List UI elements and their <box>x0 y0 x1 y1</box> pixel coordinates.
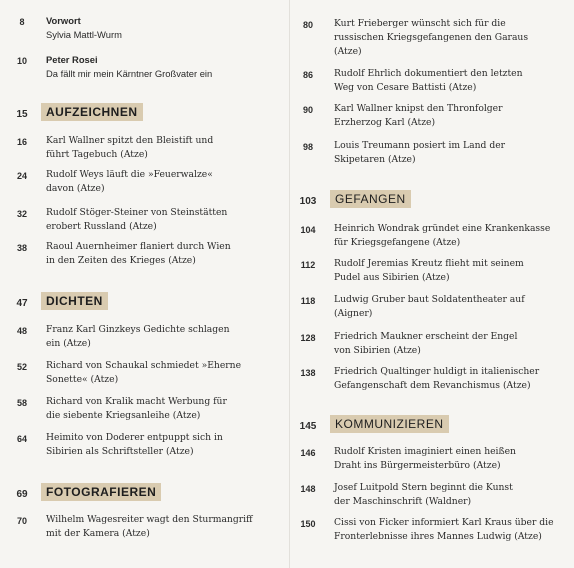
toc-entry: Louis Treumann posiert im Land der Skipetaren (Atze) <box>334 140 506 165</box>
toc-entry: Cissi von Ficker informiert Karl Kraus über die Fronterlebnisse ihres Mannes Ludwig (Atze) <box>334 517 554 542</box>
page-number: 146 <box>300 448 316 458</box>
toc-entry: Raoul Auernheimer flaniert durch Wien in den Zeiten des Krieges (Atze) <box>46 241 231 266</box>
section-page-number: 103 <box>299 196 317 207</box>
section-page-number: 145 <box>299 421 317 432</box>
section-heading-kommunizieren: KOMMUNIZIEREN <box>330 415 449 433</box>
toc-entry: Franz Karl Ginzkeys Gedichte schlagen ein (Atze) <box>46 324 230 349</box>
page-number: 98 <box>302 142 313 152</box>
toc-entry: Rudolf Jeremias Kreutz flieht mit seinem Pudel aus Sibirien (Atze) <box>334 258 524 283</box>
toc-entry: Josef Luitpold Stern beginnt die Kunst der Maschinschrift (Waldner) <box>334 482 513 507</box>
section-heading-aufzeichnen: AUFZEICHNEN <box>41 103 143 121</box>
page-number: 118 <box>300 296 316 306</box>
page-number: 48 <box>16 326 27 336</box>
toc-entry: Rudolf Stöger-Steiner von Steinstätten erobert Russland (Atze) <box>46 207 228 232</box>
page-number: 148 <box>300 484 316 494</box>
page-number: 58 <box>16 398 27 408</box>
section-heading-gefangen: GEFANGEN <box>330 190 411 208</box>
toc-entry-vorwort: Vorwort Sylvia Mattl-Wurm <box>46 15 122 40</box>
toc-entry: Friedrich Maukner erscheint der Engel von Sibirien (Atze) <box>334 331 518 356</box>
page-number: 32 <box>16 209 27 219</box>
toc-entry: Heimito von Doderer entpuppt sich in Sibirien als Schriftsteller (Atze) <box>46 432 223 457</box>
section-page-number: 69 <box>16 489 28 500</box>
section-heading-dichten: DICHTEN <box>41 292 108 310</box>
toc-entry: Rudolf Weys läuft die »Feuerwalze« davon (Atze) <box>46 169 213 194</box>
toc-entry: Karl Wallner spitzt den Bleistift und führt Tagebuch (Atze) <box>46 135 214 160</box>
section-page-number: 47 <box>16 298 28 309</box>
toc-entry: Richard von Kralik macht Werbung für die siebente Kriegsanleihe (Atze) <box>46 396 227 421</box>
page-number: 70 <box>16 516 27 526</box>
toc-entry: Kurt Frieberger wünscht sich für die russischen Kriegsgefangenen den Garaus (Atze) <box>334 18 529 57</box>
page-number: 104 <box>300 225 316 235</box>
page-number: 90 <box>302 105 313 115</box>
page-number: 38 <box>16 243 27 253</box>
page-number: 150 <box>300 519 316 529</box>
page-number: 112 <box>300 260 316 270</box>
toc-entry: Ludwig Gruber baut Soldatentheater auf (Aigner) <box>334 294 525 319</box>
page-number: 52 <box>16 362 27 372</box>
toc-entry: Rudolf Kristen imaginiert einen heißen Draht ins Bürgermeisterbüro (Atze) <box>334 446 516 471</box>
toc-entry: Karl Wallner knipst den Thronfolger Erzherzog Karl (Atze) <box>334 103 503 128</box>
section-heading-fotografieren: FOTOGRAFIEREN <box>41 483 161 501</box>
page-number: 80 <box>302 20 313 30</box>
column-divider <box>289 0 290 568</box>
page-number: 128 <box>300 333 316 343</box>
toc-entry: Heinrich Wondrak gründet eine Krankenkasse für Kriegsgefangene (Atze) <box>334 223 551 248</box>
page-number: 86 <box>302 70 313 80</box>
toc-entry: Wilhelm Wagesreiter wagt den Sturmangriff mit der Kamera (Atze) <box>46 514 253 539</box>
page-number: 10 <box>16 56 27 66</box>
toc-entry: Rudolf Ehrlich dokumentiert den letzten Weg von Cesare Battisti (Atze) <box>334 68 523 93</box>
toc-entry: Richard von Schaukal schmiedet »Eherne Sonette« (Atze) <box>46 360 242 385</box>
page-number: 16 <box>16 137 27 147</box>
toc-entry: Friedrich Qualtinger huldigt in italienischer Gefangenschaft dem Revanchismus (Atze) <box>334 366 540 391</box>
page-number: 64 <box>16 434 27 444</box>
page-number: 24 <box>16 171 27 181</box>
toc-entry-rosei: Peter Rosei Da fällt mir mein Kärntner Großvater ein <box>46 54 213 79</box>
page-number: 138 <box>300 368 316 378</box>
page-number: 8 <box>19 17 25 27</box>
section-page-number: 15 <box>16 109 28 120</box>
